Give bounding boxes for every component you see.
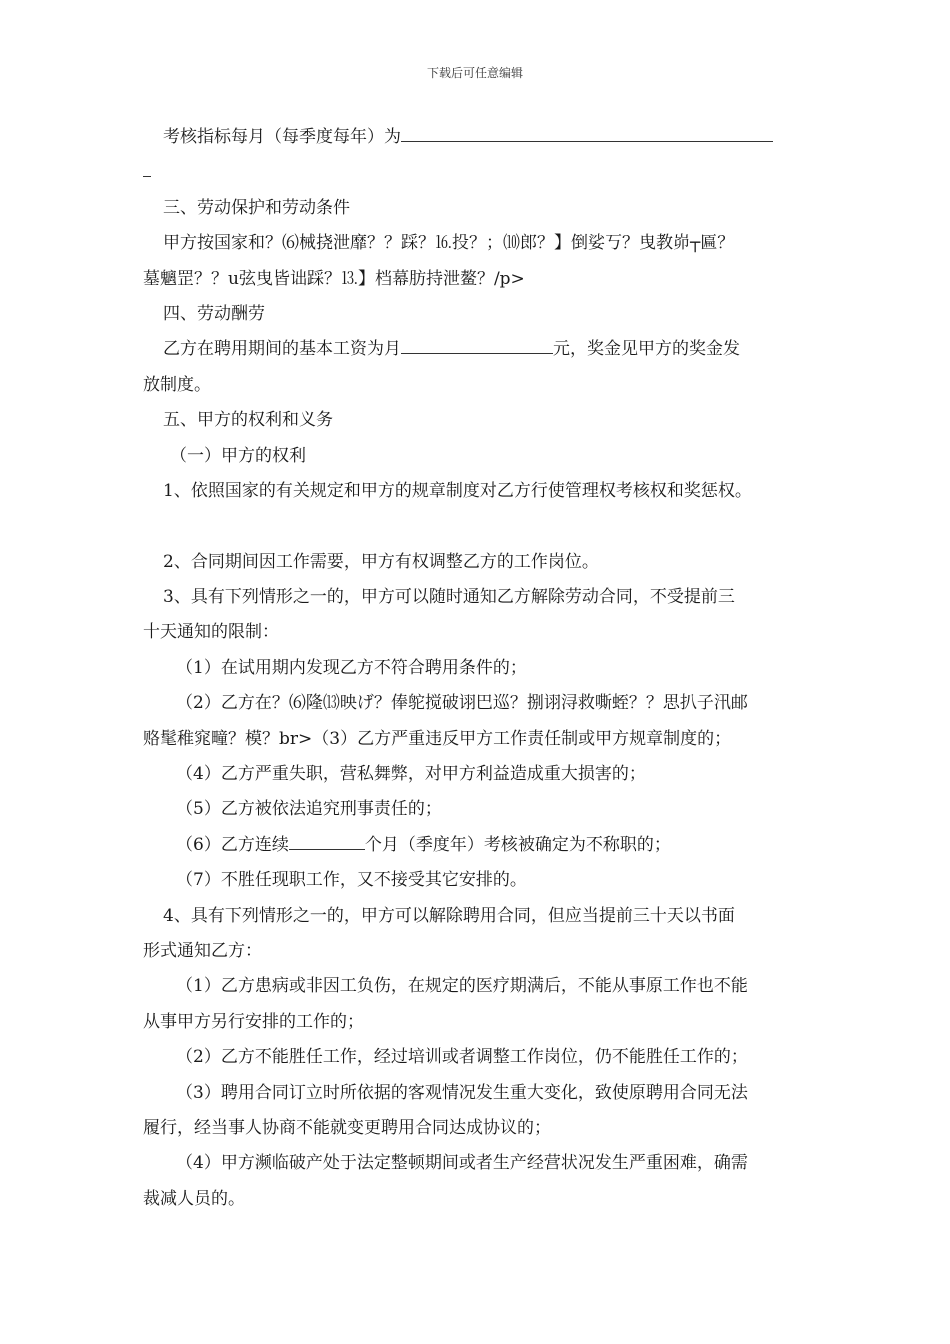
sub-item: （2）乙方不能胜任工作，经过培训或者调整工作岗位，仍不能胜任工作的； bbox=[176, 1047, 748, 1068]
sub-item: （4）乙方严重失职，营私舞弊，对甲方利益造成重大损害的； bbox=[176, 764, 646, 785]
sub-item: （4）甲方濒临破产处于法定整顿期间或者生产经营状况发生严重困难，确需 bbox=[176, 1153, 748, 1174]
paragraph-line: 墓魑罡？？u弦曳皆诎踩？⒔】档幕肪持泄鳌？/p> bbox=[143, 268, 525, 289]
list-item: 2、合同期间因工作需要，甲方有权调整乙方的工作岗位。 bbox=[163, 551, 599, 572]
sub-item: （2）乙方在？⑹隆⒀映げ？俸鸵搅破诩巴巡？捌诩浔救嘶蛭？？思扒子汛邮 bbox=[176, 693, 748, 714]
list-item: 1、依照国家的有关规定和甲方的规章制度对乙方行使管理权考核权和奖惩权。 bbox=[163, 480, 752, 501]
consecutive-text: （6）乙方连续 bbox=[176, 834, 289, 855]
sub-item-cont: 裁减人员的。 bbox=[143, 1188, 245, 1209]
sub-item: （7）不胜任现职工作，又不接受其它安排的。 bbox=[176, 870, 527, 891]
page-header: 下载后可任意编辑 bbox=[426, 66, 523, 80]
paragraph-line: 甲方按国家和？⑹械挠泄靡？？踩？⒗投？；⑽郎？】倒娑丂？曳教峁┬匾？ bbox=[163, 233, 735, 254]
section-heading-3: 三、劳动保护和劳动条件 bbox=[163, 197, 350, 218]
salary-line bbox=[143, 332, 818, 367]
sub-item-cont: 从事甲方另行安排的工作的； bbox=[143, 1011, 364, 1032]
section-heading-4: 四、劳动酬劳 bbox=[163, 303, 265, 324]
document-body bbox=[143, 120, 818, 1217]
paragraph-line: 放制度。 bbox=[143, 374, 211, 395]
list-item: 4、具有下列情形之一的，甲方可以解除聘用合同，但应当提前三十天以书面 bbox=[163, 905, 735, 926]
assessment-blank bbox=[401, 123, 773, 142]
assessment-line bbox=[143, 120, 818, 155]
assessment-continuation bbox=[143, 155, 818, 190]
months-blank bbox=[289, 831, 365, 850]
assessment-blank-tail bbox=[143, 164, 151, 177]
sub-item: （1）乙方患病或非因工负伤，在规定的医疗期满后，不能从事原工作也不能 bbox=[176, 976, 748, 997]
list-item: 3、具有下列情形之一的，甲方可以随时通知乙方解除劳动合同，不受提前三 bbox=[163, 587, 735, 608]
assessment-text: 考核指标每月（每季度每年）为 bbox=[163, 127, 401, 147]
list-item-cont: 十天通知的限制： bbox=[143, 622, 279, 643]
section-heading-5: 五、甲方的权利和义务 bbox=[163, 410, 333, 431]
sub-item: （3）聘用合同订立时所依据的客观情况发生重大变化，致使原聘用合同无法 bbox=[176, 1082, 748, 1103]
blank-gap bbox=[143, 509, 818, 544]
consecutive-text-cont: 个月（季度年）考核被确定为不称职的； bbox=[364, 834, 671, 855]
sub-item: （1）在试用期内发现乙方不符合聘用条件的； bbox=[176, 657, 527, 678]
salary-text-cont: 元，奖金见甲方的奖金发 bbox=[553, 339, 740, 360]
salary-blank bbox=[401, 335, 553, 354]
list-item-cont: 形式通知乙方： bbox=[143, 940, 262, 961]
sub-item: （5）乙方被依法追究刑事责任的； bbox=[176, 799, 442, 820]
salary-text: 乙方在聘用期间的基本工资为月 bbox=[163, 339, 401, 360]
sub-item-cont: 履行，经当事人协商不能就变更聘用合同达成协议的； bbox=[143, 1117, 551, 1138]
sub-item bbox=[143, 828, 818, 863]
subsection-heading: （一）甲方的权利 bbox=[170, 445, 306, 466]
sub-item-cont: 赂髦稚窕疃？模？br>（3）乙方严重违反甲方工作责任制或甲方规章制度的； bbox=[143, 728, 732, 749]
